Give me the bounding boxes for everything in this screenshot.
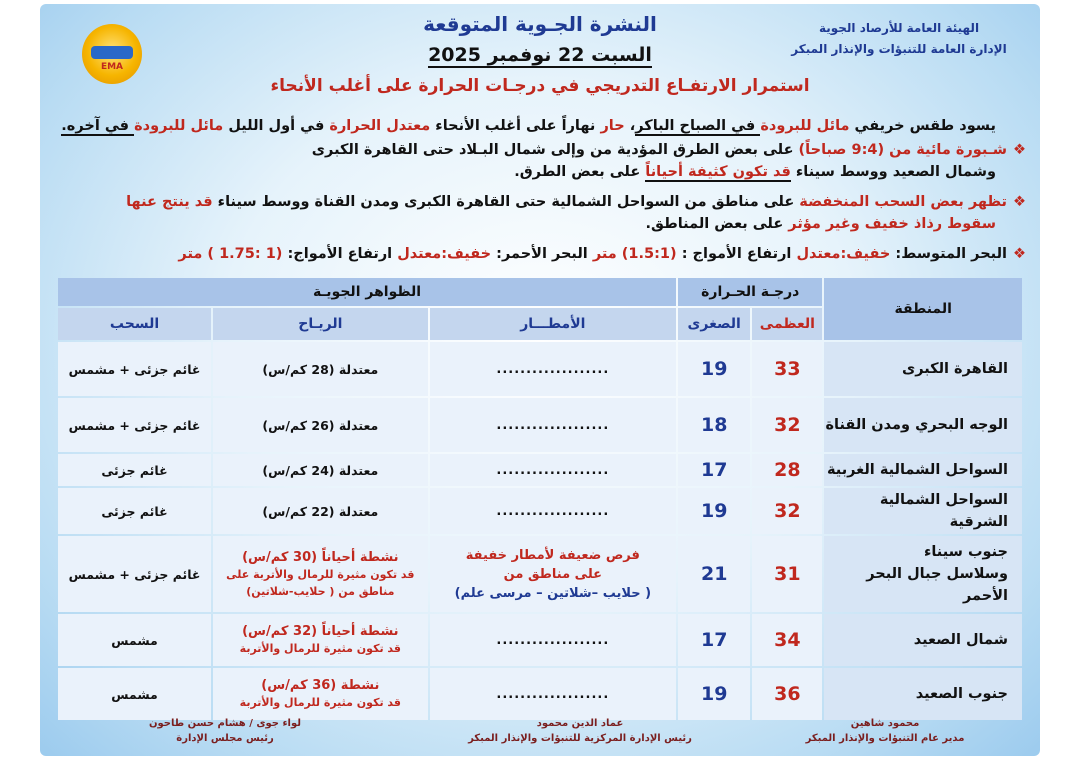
clouds-cell: غائم جزئى + مشمس — [58, 342, 211, 396]
min-temp-cell: 19 — [678, 488, 750, 534]
min-temp-cell: 21 — [678, 536, 750, 612]
text-highlight: تظهر بعض السحب المنخفضة — [799, 194, 1007, 210]
rain-cell: ................... — [430, 614, 676, 666]
logo-text: EMA — [100, 62, 124, 72]
max-temp-cell: 33 — [752, 342, 822, 396]
logo-band-icon — [91, 46, 133, 59]
max-temp-cell: 32 — [752, 398, 822, 452]
rain-line: ( حلايب –شلاتين – مرسى علم) — [454, 585, 652, 601]
region-cell: الوجه البحري ومدن القناة — [824, 398, 1022, 452]
table-row — [58, 398, 1022, 452]
diamond-bullet-icon: ❖ — [1013, 142, 1026, 158]
region-cell — [824, 536, 1022, 612]
region-cell: السواحل الشمالية الغربية — [824, 454, 1022, 486]
rain-cell: ................... — [430, 454, 676, 486]
text-highlight: مائل للبرودة — [134, 118, 224, 134]
clouds-cell: غائم جزئى — [58, 488, 211, 534]
text: وشمال الصعيد ووسط سيناء — [790, 164, 996, 180]
text-highlight: سقوط رذاذ خفيف وغير مؤثر — [788, 216, 996, 232]
rain-cell — [430, 536, 676, 612]
wind-line: قد تكون مثيرة للرمال والأتربة — [239, 696, 401, 709]
signer-name: عماد الدين محمود — [536, 718, 624, 729]
bullet-fog-cont — [514, 162, 996, 183]
header-clouds: السحب — [58, 308, 211, 340]
header-rain: الأمطـــار — [430, 308, 676, 340]
table-row — [58, 668, 1022, 720]
wind-line: قد تكون مثيرة للرمال والأتربة على — [226, 567, 415, 581]
text-underlined: في الصباح الباكر — [635, 118, 761, 134]
text: ، — [624, 118, 636, 134]
rain-cell: ................... — [430, 488, 676, 534]
text-highlight: مائل للبرودة — [760, 118, 850, 134]
text-highlight: (1 :1.75 ) متر — [178, 246, 283, 262]
signature-right — [770, 716, 1000, 746]
rain-line: على مناطق من — [503, 566, 603, 582]
text-highlight: قد تكون كثيفة أحياناً — [645, 164, 791, 180]
text: ارتفاع الأمواج: — [282, 246, 398, 262]
max-temp-cell: 36 — [752, 668, 822, 720]
region-line: وسلاسل جبال البحر الأحمر — [866, 566, 1008, 604]
wind-line: قد تكون مثيرة للرمال والأتربة — [239, 642, 401, 655]
region-cell: السواحل الشمالية الشرقية — [824, 488, 1022, 534]
clouds-cell: غائم جزئى + مشمس — [58, 536, 211, 612]
min-temp-cell: 19 — [678, 342, 750, 396]
text-highlight: خفيف:معتدل — [397, 246, 492, 262]
text-highlight: حار — [600, 118, 625, 134]
table-header-row — [58, 278, 1022, 306]
text: نهاراً على أغلب الأنحاء — [430, 118, 601, 134]
region-line: جنوب سيناء — [923, 544, 1008, 560]
text: على بعض الطرق. — [514, 164, 646, 180]
region-cell: القاهرة الكبرى — [824, 342, 1022, 396]
clouds-cell: غائم جزئى — [58, 454, 211, 486]
region-cell: شمال الصعيد — [824, 614, 1022, 666]
bullet-sea-state — [178, 244, 1026, 265]
text: على بعض الطرق المؤدية من وإلى شمال البـلاد حتى القاهرة الكبرى — [311, 142, 799, 158]
header-wind: الريـاح — [213, 308, 428, 340]
text-highlight: معتدل الحرارة — [329, 118, 431, 134]
table-row — [58, 454, 1022, 486]
text: يسود طقس خريفي — [849, 118, 996, 134]
wind-cell — [213, 668, 428, 720]
wind-line: مناطق من ( حلايب-شلاتين) — [246, 584, 395, 598]
max-temp-cell: 32 — [752, 488, 822, 534]
signer-title: رئيس الإدارة المركزية للتنبؤات والإنذار المبكر — [468, 733, 692, 744]
bulletin-title: النشرة الجـوية المتوقعة — [423, 12, 657, 36]
text-highlight: قد ينتج عنها — [126, 194, 213, 210]
meteorology-logo — [82, 24, 142, 84]
text: البحر الأحمر: — [491, 246, 593, 262]
organization-header — [774, 18, 1024, 60]
rain-cell: ................... — [430, 398, 676, 452]
signer-name: محمود شاهين — [850, 718, 920, 729]
wind-cell: معتدلة (24 كم/س) — [213, 454, 428, 486]
bullet-general-weather — [61, 116, 996, 137]
signature-center — [420, 716, 740, 746]
text-highlight: (1.5:1) متر — [592, 246, 677, 262]
text: في أول الليل — [223, 118, 330, 134]
header-max: العظمى — [752, 308, 822, 340]
max-temp-cell: 28 — [752, 454, 822, 486]
text-underlined: في آخره. — [61, 118, 135, 134]
wind-cell: معتدلة (28 كم/س) — [213, 342, 428, 396]
org-name: الهيئة العامة للأرصاد الجوية — [818, 21, 980, 35]
min-temp-cell: 19 — [678, 668, 750, 720]
wind-cell — [213, 536, 428, 612]
text: على مناطق من السواحل الشمالية حتى القاهرة الكبرى ومدن القناة ووسط سيناء — [212, 194, 800, 210]
text-highlight: خفيف:معتدل — [796, 246, 891, 262]
rain-cell: ................... — [430, 342, 676, 396]
wind-cell — [213, 614, 428, 666]
wind-cell: معتدلة (22 كم/س) — [213, 488, 428, 534]
forecast-table — [56, 276, 1024, 722]
bulletin-page — [40, 4, 1040, 756]
min-temp-cell: 17 — [678, 454, 750, 486]
signer-title: مدير عام التنبؤات والإنذار المبكر — [805, 733, 965, 744]
bulletin-headline: استمرار الارتفـاع التدريجي في درجـات الحرارة على أغلب الأنحاء — [270, 76, 810, 96]
rain-line: فرص ضعيفة لأمطار خفيفة — [465, 547, 640, 563]
header-temperature: درجـة الحـرارة — [678, 278, 822, 306]
table-row — [58, 536, 1022, 612]
table-row — [58, 488, 1022, 534]
bullet-fog — [312, 140, 1026, 161]
table-row — [58, 342, 1022, 396]
wind-line: نشطة أحياناً (30 كم/س) — [242, 549, 399, 565]
min-temp-cell: 18 — [678, 398, 750, 452]
signature-left — [100, 716, 350, 746]
signer-title: رئيس مجلس الإدارة — [176, 733, 274, 744]
wind-cell: معتدلة (26 كم/س) — [213, 398, 428, 452]
clouds-cell: غائم جزئى + مشمس — [58, 398, 211, 452]
region-cell: جنوب الصعيد — [824, 668, 1022, 720]
text: على بعض المناطق. — [645, 216, 789, 232]
rain-cell: ................... — [430, 668, 676, 720]
bullet-clouds-cont — [646, 214, 997, 235]
min-temp-cell: 17 — [678, 614, 750, 666]
text: ارتفاع الأمواج : — [676, 246, 797, 262]
max-temp-cell: 34 — [752, 614, 822, 666]
text: البحر المتوسط: — [890, 246, 1007, 262]
diamond-bullet-icon: ❖ — [1013, 246, 1026, 262]
header-phenomena: الظواهر الجويـة — [58, 278, 676, 306]
table-row — [58, 614, 1022, 666]
bulletin-date — [340, 44, 740, 66]
text-highlight: شـبورة مائية من (9:4 صباحاً) — [798, 142, 1007, 158]
signer-name: لواء جوى / هشام حسن طاحون — [148, 718, 302, 729]
diamond-bullet-icon: ❖ — [1013, 194, 1026, 210]
org-department: الإدارة العامة للتنبؤات والإنذار المبكر — [791, 42, 1007, 56]
max-temp-cell: 31 — [752, 536, 822, 612]
clouds-cell: مشمس — [58, 614, 211, 666]
header-region: المنطقة — [824, 278, 1022, 340]
bullet-clouds — [126, 192, 1026, 213]
wind-line: نشطة أحياناً (32 كم/س) — [242, 624, 399, 639]
wind-line: نشطة (36 كم/س) — [261, 678, 380, 693]
date-text: السبت 22 نوفمبر 2025 — [428, 44, 652, 66]
header-min: الصغرى — [678, 308, 750, 340]
clouds-cell: مشمس — [58, 668, 211, 720]
